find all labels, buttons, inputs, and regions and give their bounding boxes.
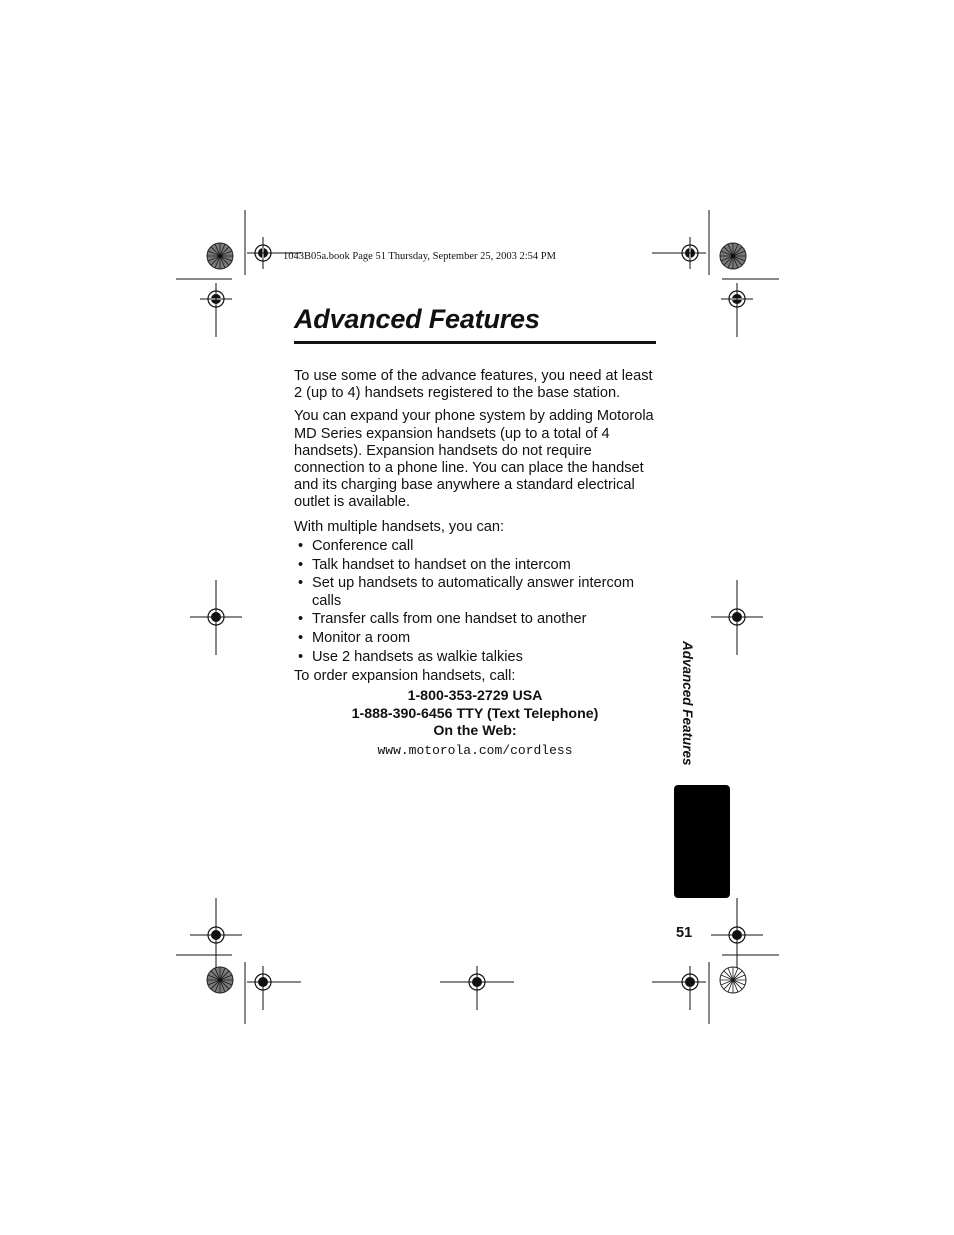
color-wheel-icon <box>720 967 746 993</box>
intro-paragraph: To use some of the advance features, you need at least 2 (up to 4) handsets registered to the base station. <box>294 368 653 402</box>
list-item <box>294 611 658 628</box>
list-item-text: Conference call <box>312 537 414 554</box>
list-item-text: Use 2 handsets as walkie talkies <box>312 649 523 666</box>
chapter-tab <box>674 785 730 898</box>
list-item <box>294 575 658 609</box>
contact-block <box>294 688 656 740</box>
list-item-text: Transfer calls from one handset to another <box>312 611 587 628</box>
list-item-text: Talk handset to handset on the intercom <box>312 556 571 573</box>
page-number: 51 <box>676 925 693 941</box>
phone-tty: 1-888-390-6456 TTY (Text Telephone) <box>351 705 599 722</box>
bullet: • <box>298 537 304 554</box>
page-title: Advanced Features <box>294 304 540 334</box>
list-item <box>294 630 658 647</box>
color-wheel-icon <box>207 967 233 993</box>
title-underline <box>294 341 656 344</box>
multiple-handsets-paragraph: With multiple handsets, you can: <box>294 518 505 535</box>
color-wheel-icon <box>720 243 746 269</box>
list-item-text: Set up handsets to automatically answer intercom calls <box>312 575 635 609</box>
main-content <box>294 368 658 760</box>
bullet: • <box>298 649 304 666</box>
list-item <box>294 557 658 574</box>
list-item-text: Monitor a room <box>312 630 411 647</box>
web-label: On the Web: <box>433 723 517 740</box>
expansion-paragraph: You can expand your phone system by adding Motorola MD Series expansion handsets (up to a total of 4 handsets). Expansion handsets do not require connection to a phone line. You can place the handset and its charging base anywhere a standard electrical outlet is available. <box>294 408 654 511</box>
color-wheel-icon <box>207 243 233 269</box>
bullet: • <box>298 630 304 647</box>
print-slug: 1043B05a.book Page 51 Thursday, September 25, 2003 2:54 PM <box>283 251 556 262</box>
web-url: www.motorola.com/cordless <box>377 742 573 758</box>
feature-list <box>294 538 658 666</box>
list-item <box>294 538 658 555</box>
bullet: • <box>298 611 304 628</box>
bullet: • <box>298 575 304 592</box>
order-paragraph: To order expansion handsets, call: <box>294 668 516 685</box>
side-tab-label: Advanced Features <box>680 641 695 766</box>
phone-usa: 1-800-353-2729 USA <box>407 688 543 705</box>
list-item <box>294 649 658 666</box>
bullet: • <box>298 556 304 573</box>
